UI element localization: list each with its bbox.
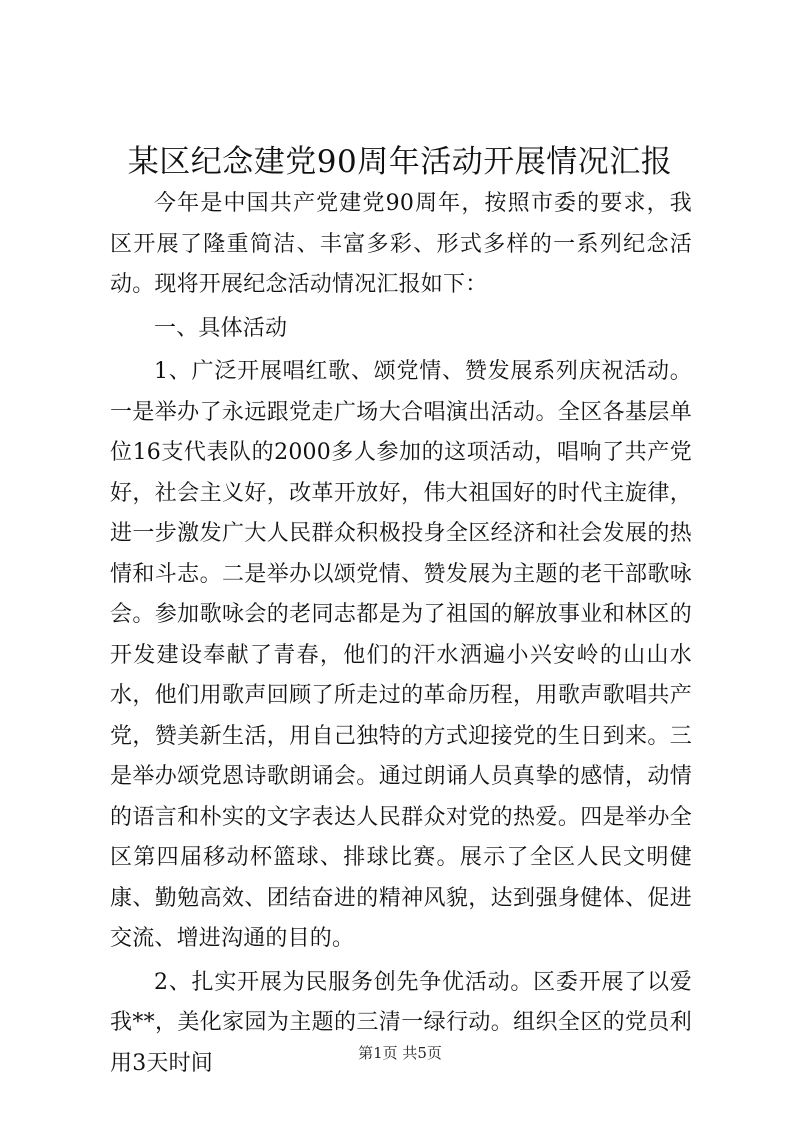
section-heading: 一、具体活动 <box>154 315 288 341</box>
intro-paragraph: 今年是中国共产党建党90周年，按照市委的要求，我区开展了隆重简洁、丰富多彩、形式多样的一系列纪念活动。现将开展纪念活动情况汇报如下： <box>110 191 692 297</box>
activity-paragraph-1: 1、广泛开展唱红歌、颂党情、赞发展系列庆祝活动。一是举办了永远跟党走广场大合唱演出活动。全区各基层单位16支代表队的2000多人参加的这项活动，唱响了共产党好，社会主义好，改革开放好，伟大祖国好的时代主旋律，进一步激发广大人民群众积极投身全区经济和社会发展的热情和斗志。二是举办以颂党情、赞发展为主题的老干部歌咏会。参加歌咏会的老同志都是为了祖国的解放事业和林区的开发建设奉献了青春，他们的汗水洒遍小兴安岭的山山水水，他们用歌声回顾了所走过的革命历程，用歌声歌唱共产党，赞美新生活，用自己独特的方式迎接党的生日到来。三是举办颂党恩诗歌朗诵会。通过朗诵人员真挚的感情，动情的语言和朴实的文字表达人民群众对党的热爱。四是举办全区第四届移动杯篮球、排球比赛。展示了全区人民文明健康、勤勉高效、团结奋进的精神风貌，达到强身健体、促进交流、增进沟通的目的。 <box>110 359 692 951</box>
document-title: 某区纪念建党90周年活动开展情况汇报 <box>127 144 673 180</box>
document-body <box>110 184 692 1084</box>
page-number-footer: 第1页 共5页 <box>358 1044 442 1062</box>
activity-paragraph-2: 2、扎实开展为民服务创先争优活动。区委开展了以爱我**，美化家园为主题的三清一绿行动。组织全区的党员利用3天时间 <box>110 969 692 1076</box>
